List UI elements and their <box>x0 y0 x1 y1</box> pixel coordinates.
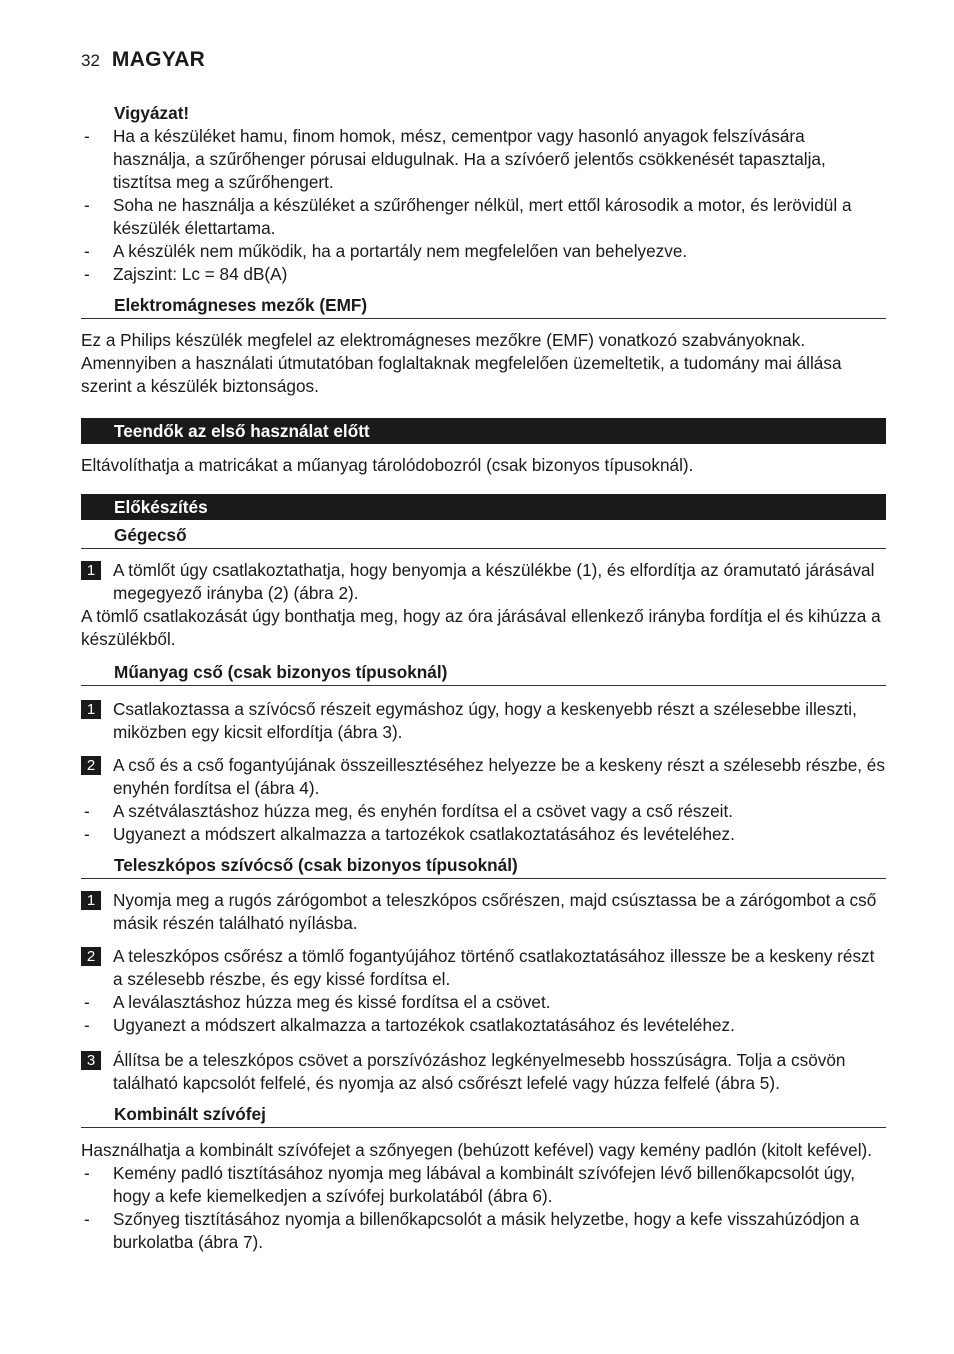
emf-text: Ez a Philips készülék megfelel az elektromágneses mezőkre (EMF) vonatkozó szabványoknak. Amennyiben a használati útmutatóban foglaltaknak megfelelően üzemeltetik, a tudomány mai állása szerint a készülék biztonságos. <box>81 330 842 396</box>
plastic-tube-step-1 <box>81 698 886 744</box>
page-content <box>81 102 886 1254</box>
step-text: Csatlakoztassa a szívócső részeit egymáshoz úgy, hogy a keskenyebb részt a szélesebbe illeszti, miközben egy kicsit elfordítja (ábra 3). <box>113 699 857 742</box>
list-item: - Zajszint: Lc = 84 dB(A) <box>81 263 886 286</box>
hose-heading: Gégecső <box>81 524 886 549</box>
step-number: 3 <box>81 1051 101 1070</box>
telescopic-tube-step-3 <box>81 1049 886 1095</box>
step-number: 2 <box>81 756 101 775</box>
step-text: A teleszkópos csőrész a tömlő fogantyújához történő csatlakoztatásához illessze be a keskeny részt a szélesebb részbe, és egy kissé fordítsa el. <box>113 946 875 989</box>
preparation-heading: Előkészítés <box>81 494 886 520</box>
emf-heading: Elektromágneses mezők (EMF) <box>81 294 886 319</box>
first-use-text: Eltávolíthatja a matricákat a műanyag tárolódobozról (csak bizonyos típusoknál). <box>81 455 694 475</box>
nozzle-list <box>81 1162 886 1254</box>
plastic-tube-heading: Műanyag cső (csak bizonyos típusoknál) <box>81 661 886 686</box>
step-text: A cső és a cső fogantyújának összeillesztéséhez helyezze be a keskeny részt a szélesebb részbe, és enyhén fordítsa el (ábra 4). <box>113 755 885 798</box>
page-header <box>81 48 205 74</box>
plastic-tube-list <box>81 800 886 846</box>
telescopic-tube-step-1 <box>81 889 886 935</box>
hose-note: A tömlő csatlakozását úgy bonthatja meg, hogy az óra járásával ellenkező irányba fordítja el és kihúzza a készülékből. <box>81 606 881 649</box>
step-text: Nyomja meg a rugós zárógombot a teleszkópos csőrészen, majd csúsztassa be a zárógombot a cső másik részén található nyílásba. <box>113 890 877 933</box>
telescopic-tube-list <box>81 991 886 1037</box>
step-number: 1 <box>81 561 101 580</box>
hose-step-1 <box>81 559 886 605</box>
list-item: - Ugyanezt a módszert alkalmazza a tartozékok csatlakoztatásához és levételéhez. <box>81 823 886 846</box>
plastic-tube-step-2 <box>81 754 886 800</box>
list-item: - A szétválasztáshoz húzza meg, és enyhén fordítsa el a csövet vagy a cső részeit. <box>81 800 886 823</box>
list-item: - A leválasztáshoz húzza meg és kissé fordítsa el a csövet. <box>81 991 886 1014</box>
list-item: - Kemény padló tisztításához nyomja meg lábával a kombinált szívófejen lévő billenőkapcsolót úgy, hogy a kefe kiemelkedjen a szívófej burkolatából (ábra 6). <box>81 1162 886 1208</box>
first-use-heading: Teendők az első használat előtt <box>81 418 886 444</box>
list-item: - A készülék nem működik, ha a portartály nem megfelelően van behelyezve. <box>81 240 886 263</box>
caution-list <box>81 125 886 286</box>
caution-title: Vigyázat! <box>114 103 190 123</box>
nozzle-heading: Kombinált szívófej <box>81 1103 886 1128</box>
list-item: - Soha ne használja a készüléket a szűrőhenger nélkül, mert ettől károsodik a motor, és lerövidül a készülék élettartama. <box>81 194 886 240</box>
step-text: A tömlőt úgy csatlakoztathatja, hogy benyomja a készülékbe (1), és elfordítja az óramutató járásával megegyező irányba (2) (ábra 2). <box>113 560 875 603</box>
telescopic-tube-heading: Teleszkópos szívócső (csak bizonyos típusoknál) <box>81 854 886 879</box>
nozzle-text: Használhatja a kombinált szívófejet a szőnyegen (behúzott kefével) vagy kemény padlón (kitolt kefével). <box>81 1140 873 1160</box>
step-text: Állítsa be a teleszkópos csövet a porszívózáshoz legkényelmesebb hosszúságra. Tolja a csövön található kapcsolót felfelé, és nyomja az alsó csőrészt lefelé vagy húzza felfelé (ábra 5). <box>113 1050 846 1093</box>
language-title: MAGYAR <box>111 48 206 71</box>
list-item: - Ugyanezt a módszert alkalmazza a tartozékok csatlakoztatásához és levételéhez. <box>81 1014 886 1037</box>
step-number: 1 <box>81 891 101 910</box>
page-number: 32 <box>81 51 100 70</box>
list-item: - Szőnyeg tisztításához nyomja a billenőkapcsolót a másik helyzetbe, hogy a kefe visszahúzódjon a burkolatba (ábra 7). <box>81 1208 886 1254</box>
telescopic-tube-step-2 <box>81 945 886 991</box>
step-number: 1 <box>81 700 101 719</box>
step-number: 2 <box>81 947 101 966</box>
list-item: - Ha a készüléket hamu, finom homok, mész, cementpor vagy hasonló anyagok felszívására használja, a szűrőhenger pórusai eldugulnak. Ha a szívóerő jelentős csökkenését tapasztalja, tisztítsa meg a szűrőhengert. <box>81 125 886 194</box>
